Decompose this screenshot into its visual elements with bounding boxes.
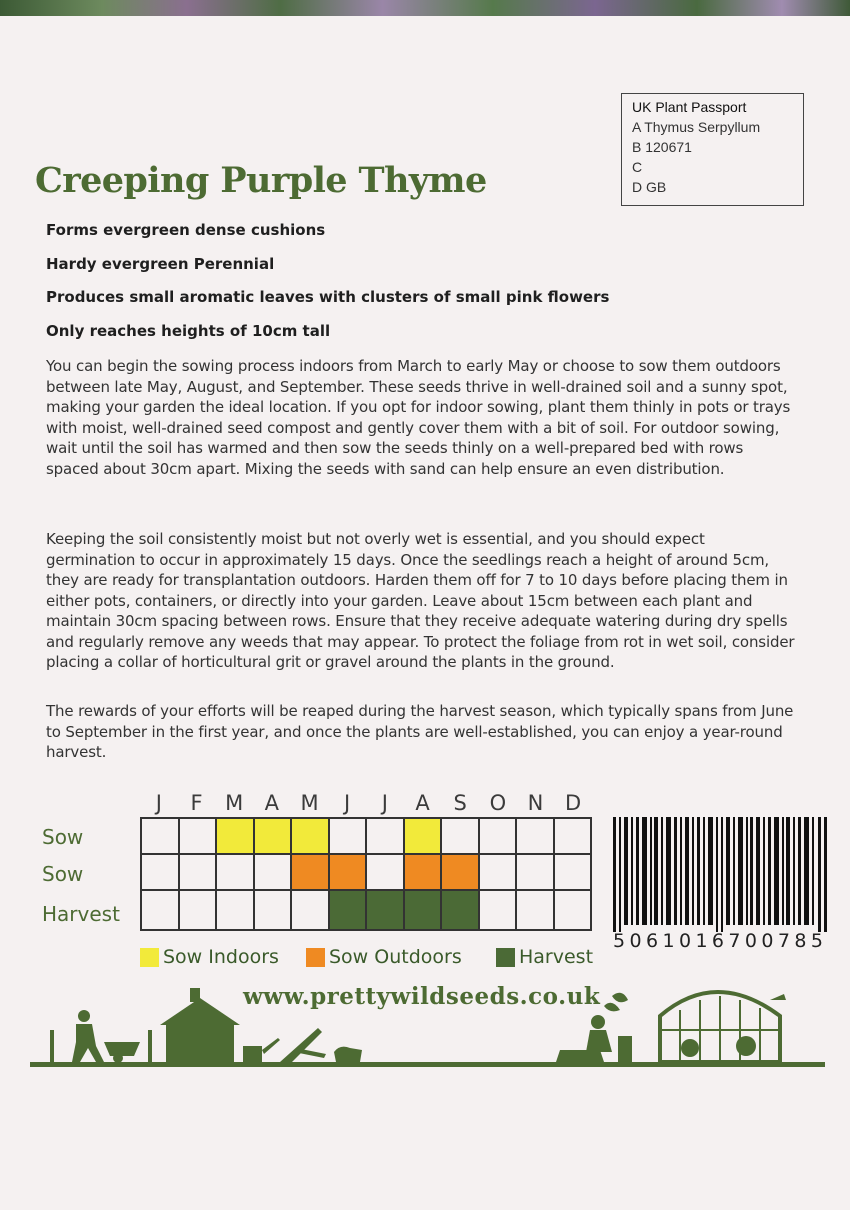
- month-label: A: [264, 791, 280, 815]
- month-label: M: [225, 791, 244, 815]
- month-label: F: [190, 791, 203, 815]
- calendar-cell: [480, 855, 518, 889]
- calendar-cell: [555, 891, 591, 929]
- passport-line-c: C: [632, 159, 643, 175]
- calendar-cell: [255, 855, 293, 889]
- calendar-cell: [555, 819, 591, 853]
- calendar-cell: [405, 891, 443, 929]
- feature-3: Produces small aromatic leaves with clusters of small pink flowers: [46, 288, 610, 306]
- month-label: J: [381, 791, 388, 815]
- month-label: A: [415, 791, 430, 815]
- calendar-cell: [217, 855, 255, 889]
- calendar-cell: [517, 891, 555, 929]
- calendar-cell: [292, 891, 330, 929]
- calendar-cell: [517, 819, 555, 853]
- calendar-cell: [442, 855, 480, 889]
- legend-swatch-outdoors: [306, 948, 325, 967]
- month-label: N: [527, 791, 544, 815]
- row-label-sow-outdoors: Sow: [42, 862, 84, 886]
- month-label: M: [300, 791, 319, 815]
- calendar-cell: [142, 891, 180, 929]
- care-paragraph: Keeping the soil consistently moist but not overly wet is essential, and you should expect germination to occur in approximately 15 days. Once the seedlings reach a height of around 5cm, they are ready for transplantation outdoors. Harden them off for 7 to 10 days before placing them in either pots, containers, or directly into your garden. Leave about 15cm between each plant and maintain 30cm spacing between rows. Ensure that they receive adequate watering during dry spells and regularly remove any weeds that may appear. To protect the foliage from rot in wet soil, consider placing a collar of horticultural grit or gravel around the plants in the ground.: [46, 530, 795, 671]
- calendar-cell: [405, 855, 443, 889]
- calendar-cell: [180, 891, 218, 929]
- calendar-cell: [367, 891, 405, 929]
- passport-line-d: D GB: [632, 179, 667, 195]
- calendar-row-sow-indoors: [140, 817, 592, 855]
- website-link[interactable]: www.prettywildseeds.co.uk: [243, 983, 601, 1010]
- month-label: J: [344, 791, 351, 815]
- passport-line-b: B 120671: [632, 139, 692, 155]
- calendar-cell: [255, 819, 293, 853]
- calendar-cell: [405, 819, 443, 853]
- calendar-row-sow-outdoors: [140, 855, 592, 891]
- row-label-sow-indoors: Sow: [42, 825, 84, 849]
- calendar-cell: [217, 819, 255, 853]
- calendar-cell: [367, 855, 405, 889]
- calendar-cell: [142, 819, 180, 853]
- calendar-cell: [442, 819, 480, 853]
- passport-heading: UK Plant Passport: [632, 99, 747, 115]
- legend-label-outdoors: Sow Outdoors: [329, 946, 462, 968]
- legend-harvest: [496, 946, 593, 968]
- calendar-cell: [330, 819, 368, 853]
- legend-sow-indoors: [140, 946, 279, 968]
- calendar-cell: [442, 891, 480, 929]
- feature-2: Hardy evergreen Perennial: [46, 255, 275, 273]
- harvest-paragraph: The rewards of your efforts will be reaped during the harvest season, which typically spans from June to September in the first year, and once the plants are well-established, you can enjoy a year-round harvest.: [46, 702, 794, 761]
- row-label-harvest: Harvest: [42, 902, 120, 926]
- garden-scene-illustration: [0, 970, 850, 1070]
- month-label: J: [155, 791, 162, 815]
- calendar-cell: [367, 819, 405, 853]
- passport-line-a: A Thymus Serpyllum: [632, 119, 761, 135]
- calendar-cell: [255, 891, 293, 929]
- sowing-paragraph: You can begin the sowing process indoors from March to early May or choose to sow them outdoors between late May, August, and September. These seeds thrive in well-drained soil and a sunny spot, making your garden the ideal location. If you opt for indoor sowing, plant them thinly in pots or trays with moist, well-drained seed compost and gently cover them with a bit of soil. For outdoor sowing, wait until the soil has warmed and then sow the seeds thinly on a well-prepared bed with rows spaced about 30cm apart. Mixing the seeds with sand can help ensure an even distribution.: [46, 357, 791, 478]
- barcode-number: 5061016700785: [613, 930, 828, 952]
- calendar-cell: [330, 891, 368, 929]
- legend-label-indoors: Sow Indoors: [163, 946, 279, 968]
- legend-sow-outdoors: [306, 946, 462, 968]
- barcode-icon: [613, 817, 828, 932]
- calendar-cell: [217, 891, 255, 929]
- calendar-cell: [517, 855, 555, 889]
- calendar-cell: [180, 819, 218, 853]
- product-title: Creeping Purple Thyme: [35, 160, 487, 201]
- legend-swatch-harvest: [496, 948, 515, 967]
- feature-4: Only reaches heights of 10cm tall: [46, 322, 331, 340]
- month-label: S: [453, 791, 467, 815]
- calendar-cell: [480, 891, 518, 929]
- calendar-cell: [142, 855, 180, 889]
- month-label: D: [565, 791, 582, 815]
- legend-label-harvest: Harvest: [519, 946, 594, 968]
- calendar-cell: [555, 855, 591, 889]
- legend-swatch-indoors: [140, 948, 159, 967]
- calendar-cell: [480, 819, 518, 853]
- calendar-cell: [330, 855, 368, 889]
- plant-passport-box: [621, 93, 804, 206]
- calendar-cell: [292, 855, 330, 889]
- top-photo-banner: [0, 0, 850, 16]
- month-label: O: [489, 791, 507, 815]
- calendar-cell: [180, 855, 218, 889]
- calendar-cell: [292, 819, 330, 853]
- feature-1: Forms evergreen dense cushions: [46, 221, 326, 239]
- calendar-row-harvest: [140, 891, 592, 931]
